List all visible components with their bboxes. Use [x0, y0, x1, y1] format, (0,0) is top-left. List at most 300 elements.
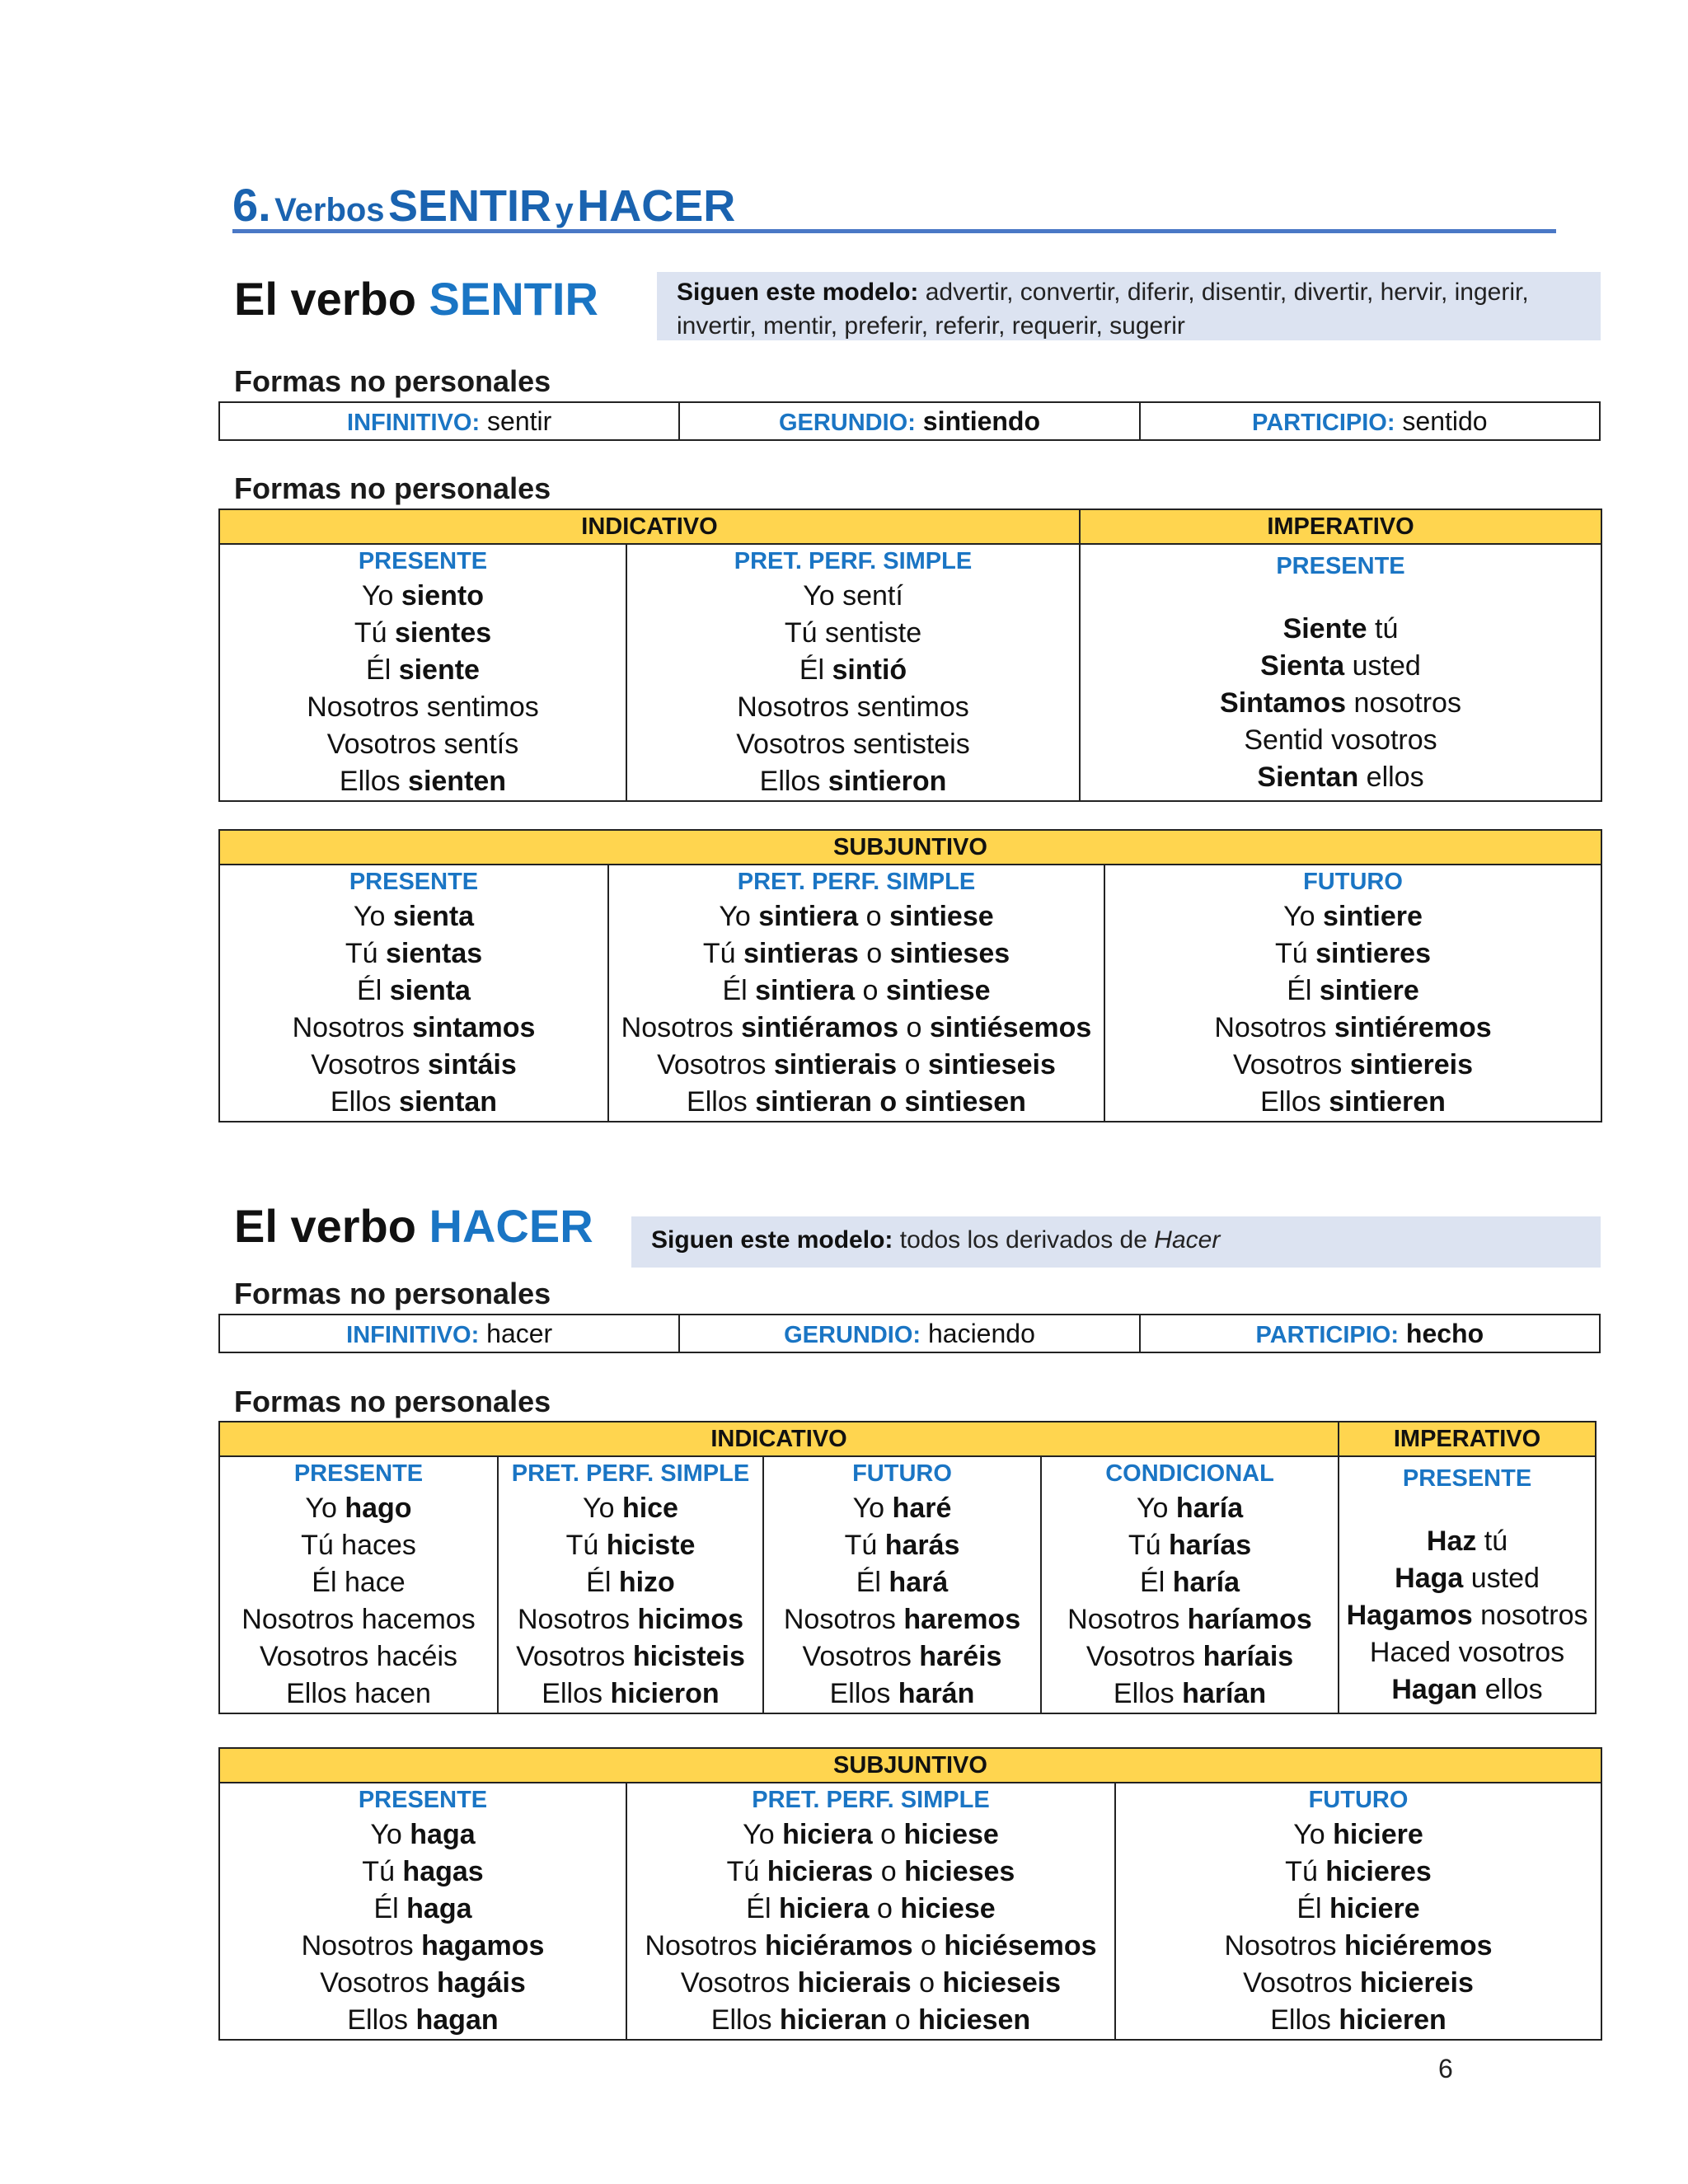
conjugation-part: sintieren: [1329, 1086, 1446, 1118]
indicativo-header: INDICATIVO: [219, 509, 1080, 544]
conjugation-line: [220, 2002, 626, 2039]
conjugation-part: hicieseis: [942, 1967, 1062, 1999]
conjugation-part: Él: [1287, 975, 1320, 1006]
conjugation-line: [220, 972, 607, 1010]
imperativo-cell: [1339, 1456, 1596, 1713]
conjugation-line: [1081, 648, 1601, 685]
conjugation-line: [220, 1675, 497, 1713]
conjugation-part: hagan: [415, 2004, 499, 2036]
conjugation-part: Él: [746, 1893, 779, 1924]
conjugation-part: hagas: [402, 1856, 484, 1887]
hacer-title: [234, 1199, 593, 1253]
conjugation-line: [220, 1928, 626, 1965]
conjugation-part: Ellos: [542, 1678, 611, 1709]
conjugation-line: [220, 1084, 607, 1121]
conjugation-line: [627, 1928, 1114, 1965]
conjugation-part: Tú: [844, 1530, 885, 1561]
hacer-indicativo-table: [218, 1421, 1597, 1714]
conjugation-part: Ellos hacen: [286, 1678, 431, 1709]
conjugation-part: hiciese: [903, 1819, 999, 1850]
conjugation-part: hiciéramos: [764, 1930, 913, 1961]
conjugation-part: hicierais: [797, 1967, 912, 1999]
conjugation-line: [220, 1047, 607, 1084]
conjugation-line: [1081, 611, 1601, 648]
hacer-model-label: Siguen este modelo:: [651, 1226, 893, 1254]
conjugation-list: [499, 1490, 762, 1713]
np-label: PARTICIPIO:: [1255, 1321, 1399, 1348]
conjugation-line: [627, 763, 1079, 800]
conjugation-part: o: [898, 1012, 930, 1043]
conjugation-part: Nosotros sentimos: [737, 691, 969, 723]
conjugation-part: Él: [799, 654, 832, 686]
conjugation-line: [627, 652, 1079, 689]
np-label: GERUNDIO:: [784, 1321, 921, 1348]
spacer: [1081, 583, 1601, 611]
conjugation-part: sintió: [832, 654, 907, 686]
conjugation-line: [1081, 685, 1601, 722]
conjugation-part: hicieses: [904, 1856, 1015, 1887]
conjugation-line: [1116, 1816, 1601, 1854]
conjugation-line: [1339, 1597, 1595, 1634]
conjugation-line: [1105, 935, 1601, 972]
sentir-subjuntivo-table: [218, 829, 1602, 1122]
conjugation-part: sintiera: [758, 901, 859, 932]
conjugation-part: tú: [1367, 613, 1399, 644]
conjugation-part: harían: [1182, 1678, 1267, 1709]
conjugation-part: Yo: [1283, 901, 1323, 932]
conjugation-line: [1105, 972, 1601, 1010]
conjugation-part: Sientan: [1257, 762, 1359, 793]
tense-header: PRET. PERF. SIMPLE: [511, 1460, 750, 1487]
np-label: GERUNDIO:: [778, 409, 916, 436]
conjugation-line: [220, 1854, 626, 1891]
conjugation-part: o: [887, 2004, 919, 2036]
conjugation-part: Tú: [726, 1856, 767, 1887]
conjugation-part: Nosotros hacemos: [241, 1604, 476, 1635]
conjugation-line: [609, 1010, 1104, 1047]
conjugation-part: hice: [621, 1493, 678, 1524]
tense-header: PRESENTE: [1402, 1465, 1532, 1492]
conjugation-part: sintiere: [1319, 975, 1419, 1006]
conjugation-part: sintáis: [428, 1049, 517, 1080]
sentir-np-table: [218, 401, 1601, 441]
conjugation-line: [220, 578, 626, 615]
conjugation-part: Ellos: [710, 2004, 780, 2036]
conjugation-line: [220, 1490, 497, 1527]
conjugation-part: Vosotros sentisteis: [736, 729, 970, 760]
np-cell: [1140, 402, 1600, 440]
conjugation-part: hago: [345, 1493, 412, 1524]
conjugation-part: sintiera: [755, 975, 856, 1006]
conjugation-list: [1339, 1523, 1595, 1708]
conjugation-part: hiciera: [782, 1819, 873, 1850]
conjugation-part: ellos: [1477, 1674, 1543, 1705]
conjugation-line: [627, 1816, 1114, 1854]
tense-cell: [1115, 1783, 1601, 2040]
conjugation-line: [1081, 759, 1601, 796]
conjugation-line: [1042, 1527, 1338, 1564]
sentir-np-title: Formas no personales: [234, 364, 551, 398]
conjugation-part: hagamos: [421, 1930, 545, 1961]
tense-header: FUTURO: [1303, 869, 1403, 895]
conjugation-part: hicieren: [1339, 2004, 1447, 2036]
conjugation-part: sintiere: [1322, 901, 1423, 932]
conjugation-part: nosotros: [1346, 687, 1461, 719]
imperativo-header: IMPERATIVO: [1339, 1422, 1596, 1456]
conjugation-part: haríamos: [1187, 1604, 1312, 1635]
conjugation-part: sientes: [394, 617, 492, 649]
conjugation-line: [627, 1854, 1114, 1891]
hacer-subjuntivo-table: [218, 1747, 1602, 2041]
conjugation-list: [627, 578, 1079, 800]
conjugation-part: Nosotros: [292, 1012, 413, 1043]
sentir-title: [234, 272, 598, 326]
conjugation-list: [1116, 1816, 1601, 2039]
conjugation-line: [764, 1638, 1040, 1675]
conjugation-line: [1116, 1854, 1601, 1891]
conjugation-line: [627, 578, 1079, 615]
conjugation-line: [1042, 1638, 1338, 1675]
conjugation-line: [499, 1564, 762, 1601]
conjugation-part: sintierais: [773, 1049, 898, 1080]
np-cell: [219, 1315, 679, 1352]
conjugation-part: Haga: [1395, 1563, 1464, 1594]
conjugation-line: [220, 1564, 497, 1601]
conjugation-part: harás: [884, 1530, 960, 1561]
conjugation-part: Ellos: [1260, 1086, 1329, 1118]
conjugation-part: sintieseis: [927, 1049, 1056, 1080]
conjugation-part: sintiese: [885, 975, 991, 1006]
hacer-np-title: Formas no personales: [234, 1277, 551, 1310]
conjugation-line: [220, 726, 626, 763]
conjugation-part: sintiereis: [1349, 1049, 1474, 1080]
conjugation-line: [499, 1490, 762, 1527]
sentir-indicativo-table: [218, 509, 1602, 802]
tense-header: PRET. PERF. SIMPLE: [752, 1787, 990, 1813]
subjuntivo-header: SUBJUNTIVO: [219, 1748, 1601, 1783]
conjugation-line: [499, 1675, 762, 1713]
conjugation-part: haríais: [1203, 1641, 1294, 1672]
conjugation-part: tú: [1476, 1526, 1508, 1557]
conjugation-part: hicimos: [637, 1604, 743, 1635]
conjugation-part: hiciéremos: [1343, 1930, 1493, 1961]
conjugation-part: o: [858, 938, 890, 969]
conjugation-line: [609, 1047, 1104, 1084]
conjugation-part: Yo: [743, 1819, 783, 1850]
conjugation-part: Él hace: [312, 1567, 406, 1598]
conjugation-part: hiciesen: [918, 2004, 1031, 2036]
conjugation-part: Él: [366, 654, 399, 686]
conjugation-line: [220, 1965, 626, 2002]
tense-header: PRESENTE: [358, 1787, 488, 1813]
conjugation-line: [1116, 2002, 1601, 2039]
conjugation-line: [220, 615, 626, 652]
heading-conjunction: y: [555, 192, 574, 228]
conjugation-part: Vosotros: [311, 1049, 429, 1080]
np-value: hacer: [486, 1318, 553, 1348]
conjugation-part: harías: [1168, 1530, 1252, 1561]
conjugation-part: Sienta: [1260, 650, 1345, 682]
tense-cell: [763, 1456, 1041, 1713]
indicativo-header: INDICATIVO: [219, 1422, 1339, 1456]
conjugation-part: Vosotros: [320, 1967, 438, 1999]
conjugation-line: [609, 898, 1104, 935]
conjugation-part: Nosotros: [1067, 1604, 1188, 1635]
conjugation-part: hiciere: [1329, 1893, 1420, 1924]
conjugation-line: [220, 1816, 626, 1854]
conjugation-part: Yo: [719, 901, 759, 932]
conjugation-line: [1105, 1047, 1601, 1084]
np-value: sintiendo: [922, 405, 1041, 436]
conjugation-line: [627, 1891, 1114, 1928]
conjugation-part: Vosotros: [1243, 1967, 1360, 1999]
conjugation-line: [1042, 1675, 1338, 1713]
conjugation-part: sintieron: [828, 766, 947, 797]
conjugation-part: o: [911, 1967, 943, 1999]
subjuntivo-header: SUBJUNTIVO: [219, 830, 1601, 865]
conjugation-part: Nosotros: [1214, 1012, 1334, 1043]
conjugation-part: haga: [406, 1893, 472, 1924]
conjugation-part: Ellos: [339, 766, 409, 797]
conjugation-line: [764, 1601, 1040, 1638]
np-cell: [679, 402, 1139, 440]
conjugation-part: o: [912, 1930, 945, 1961]
conjugation-part: Ellos: [829, 1678, 898, 1709]
conjugation-line: [609, 972, 1104, 1010]
conjugation-part: Tú: [345, 938, 386, 969]
tense-cell: [219, 865, 608, 1122]
conjugation-part: Ellos: [347, 2004, 416, 2036]
conjugation-part: hicieres: [1325, 1856, 1432, 1887]
conjugation-part: Él: [373, 1893, 407, 1924]
conjugation-part: Yo: [305, 1493, 345, 1524]
heading-prefix: Verbos: [274, 192, 385, 228]
tense-cell: [498, 1456, 763, 1713]
conjugation-part: Nosotros: [783, 1604, 904, 1635]
hacer-title-prefix: El verbo: [234, 1200, 416, 1252]
section-number: 6.: [232, 179, 271, 231]
conjugation-part: Tú: [565, 1530, 607, 1561]
conjugation-part: sienta: [392, 901, 475, 932]
np-value: sentir: [487, 405, 552, 436]
conjugation-part: siente: [398, 654, 480, 686]
conjugation-line: [1042, 1490, 1338, 1527]
tense-cell: [1041, 1456, 1339, 1713]
conjugation-list: [1042, 1490, 1338, 1713]
conjugation-part: haré: [892, 1493, 952, 1524]
conjugation-part: o: [897, 1049, 928, 1080]
sentir-forms-title: Formas no personales: [234, 471, 551, 505]
conjugation-part: Él: [586, 1567, 619, 1598]
conjugation-line: [220, 1527, 497, 1564]
conjugation-part: Ellos: [1270, 2004, 1339, 2036]
conjugation-part: sintamos: [412, 1012, 536, 1043]
conjugation-part: Nosotros: [645, 1930, 765, 1961]
np-value: sentido: [1402, 405, 1488, 436]
conjugation-list: [220, 1490, 497, 1713]
conjugation-list: [609, 898, 1104, 1121]
hacer-np-table: [218, 1314, 1601, 1353]
conjugation-part: Tú: [1275, 938, 1316, 969]
tense-header: PRESENTE: [349, 869, 479, 895]
conjugation-part: Vosotros: [1085, 1641, 1203, 1672]
conjugation-part: Haz: [1426, 1526, 1477, 1557]
conjugation-line: [1339, 1634, 1595, 1671]
conjugation-part: o: [869, 1893, 901, 1924]
conjugation-line: [764, 1564, 1040, 1601]
conjugation-part: Nosotros: [518, 1604, 638, 1635]
conjugation-part: sintiésemos: [929, 1012, 1092, 1043]
conjugation-part: haría: [1175, 1493, 1244, 1524]
spacer: [1339, 1495, 1595, 1523]
np-cell: [679, 1315, 1139, 1352]
conjugation-line: [1116, 1965, 1601, 2002]
conjugation-list: [1105, 898, 1601, 1121]
np-value: haciendo: [927, 1318, 1035, 1348]
conjugation-part: Yo: [852, 1493, 893, 1524]
conjugation-part: hará: [889, 1567, 949, 1598]
conjugation-part: Hagamos: [1346, 1600, 1473, 1631]
tense-header: PRET. PERF. SIMPLE: [734, 548, 973, 574]
conjugation-part: hicieran: [779, 2004, 888, 2036]
sentir-model-label: Siguen este modelo:: [677, 279, 919, 306]
conjugation-part: sintieses: [889, 938, 1010, 969]
conjugation-part: o: [855, 975, 886, 1006]
sentir-model-box: [657, 272, 1601, 340]
conjugation-line: [220, 763, 626, 800]
conjugation-part: o: [873, 1856, 905, 1887]
sentir-title-verb: SENTIR: [429, 273, 598, 325]
conjugation-part: Vosotros: [516, 1641, 633, 1672]
conjugation-line: [627, 689, 1079, 726]
hacer-model-italic: Hacer: [1154, 1226, 1221, 1254]
conjugation-part: Tú: [362, 1856, 403, 1887]
conjugation-part: sintiéramos: [741, 1012, 898, 1043]
conjugation-line: [499, 1527, 762, 1564]
conjugation-list: [220, 578, 626, 800]
conjugation-part: sintieran o sintiesen: [755, 1086, 1026, 1118]
conjugation-part: siento: [401, 580, 485, 612]
conjugation-part: Vosotros sentís: [326, 729, 519, 760]
conjugation-part: usted: [1463, 1563, 1540, 1594]
conjugation-line: [220, 1891, 626, 1928]
conjugation-part: haréis: [919, 1641, 1002, 1672]
conjugation-part: o: [858, 901, 890, 932]
tense-cell: [219, 1456, 498, 1713]
conjugation-part: hiciésemos: [944, 1930, 1097, 1961]
sentir-model-text: advertir, convertir, diferir, disentir, divertir, hervir, ingerir, invertir, mentir, preferir, referir, requerir, sugerir: [677, 279, 1529, 340]
conjugation-line: [1339, 1560, 1595, 1597]
conjugation-list: [1081, 611, 1601, 796]
conjugation-line: [220, 1638, 497, 1675]
conjugation-part: sintieras: [743, 938, 859, 969]
conjugation-line: [609, 935, 1104, 972]
conjugation-part: sienta: [389, 975, 471, 1006]
conjugation-line: [1042, 1601, 1338, 1638]
conjugation-part: Tú: [1128, 1530, 1169, 1561]
conjugation-part: Él: [1140, 1567, 1173, 1598]
conjugation-part: Tú: [702, 938, 743, 969]
tense-header: PRESENTE: [293, 1460, 424, 1487]
conjugation-part: Él: [357, 975, 390, 1006]
section-heading: [232, 178, 1556, 233]
conjugation-part: hiciere: [1333, 1819, 1423, 1850]
tense-cell: [608, 865, 1104, 1122]
conjugation-line: [627, 726, 1079, 763]
conjugation-part: hiciereis: [1359, 1967, 1474, 1999]
tense-cell: [219, 1783, 626, 2040]
conjugation-part: Yo: [1293, 1819, 1334, 1850]
conjugation-part: Ellos: [1113, 1678, 1183, 1709]
conjugation-part: Él: [722, 975, 756, 1006]
conjugation-part: sientas: [385, 938, 483, 969]
conjugation-part: Yo sentí: [803, 580, 903, 612]
conjugation-part: Yo: [353, 901, 393, 932]
conjugation-part: hiciera: [778, 1893, 870, 1924]
imperativo-cell: [1080, 544, 1601, 801]
tense-header: PRESENTE: [358, 548, 488, 574]
heading-verb-2: HACER: [577, 181, 736, 231]
conjugation-list: [764, 1490, 1040, 1713]
conjugation-line: [220, 689, 626, 726]
conjugation-part: Yo: [370, 1819, 410, 1850]
conjugation-part: sintiese: [889, 901, 994, 932]
conjugation-part: sintiéremos: [1334, 1012, 1492, 1043]
conjugation-part: haremos: [903, 1604, 1021, 1635]
conjugation-line: [1339, 1671, 1595, 1708]
conjugation-part: haga: [410, 1819, 476, 1850]
conjugation-line: [1116, 1928, 1601, 1965]
conjugation-part: Él: [1296, 1893, 1330, 1924]
conjugation-line: [627, 2002, 1114, 2039]
conjugation-part: hicieras: [767, 1856, 874, 1887]
conjugation-part: Yo: [1136, 1493, 1176, 1524]
conjugation-part: ellos: [1358, 762, 1424, 793]
conjugation-line: [499, 1601, 762, 1638]
page-number: 6: [1438, 2054, 1453, 2083]
conjugation-part: Nosotros: [1224, 1930, 1344, 1961]
conjugation-part: Tú haces: [301, 1530, 416, 1561]
tense-header: CONDICIONAL: [1105, 1460, 1274, 1487]
tense-cell: [626, 1783, 1115, 2040]
conjugation-part: Siente: [1282, 613, 1367, 644]
conjugation-part: Nosotros: [621, 1012, 742, 1043]
conjugation-part: nosotros: [1472, 1600, 1588, 1631]
conjugation-list: [220, 1816, 626, 2039]
conjugation-line: [1042, 1564, 1338, 1601]
imperativo-header: IMPERATIVO: [1080, 509, 1601, 544]
conjugation-part: Vosotros: [680, 1967, 798, 1999]
conjugation-part: Vosotros: [657, 1049, 774, 1080]
conjugation-part: Tú: [1285, 1856, 1326, 1887]
conjugation-part: Ellos: [330, 1086, 400, 1118]
conjugation-line: [220, 935, 607, 972]
conjugation-part: Tú: [354, 617, 395, 649]
sentir-title-prefix: El verbo: [234, 273, 416, 325]
conjugation-part: sientan: [399, 1086, 498, 1118]
tense-header: PRESENTE: [1276, 553, 1405, 579]
conjugation-part: usted: [1344, 650, 1421, 682]
np-cell: [1140, 1315, 1600, 1352]
conjugation-line: [627, 615, 1079, 652]
conjugation-line: [1105, 1084, 1601, 1121]
conjugation-line: [220, 1010, 607, 1047]
conjugation-part: hicieron: [610, 1678, 720, 1709]
conjugation-part: Vosotros: [1232, 1049, 1350, 1080]
conjugation-line: [220, 1601, 497, 1638]
conjugation-part: hiciese: [900, 1893, 996, 1924]
conjugation-part: hizo: [618, 1567, 675, 1598]
